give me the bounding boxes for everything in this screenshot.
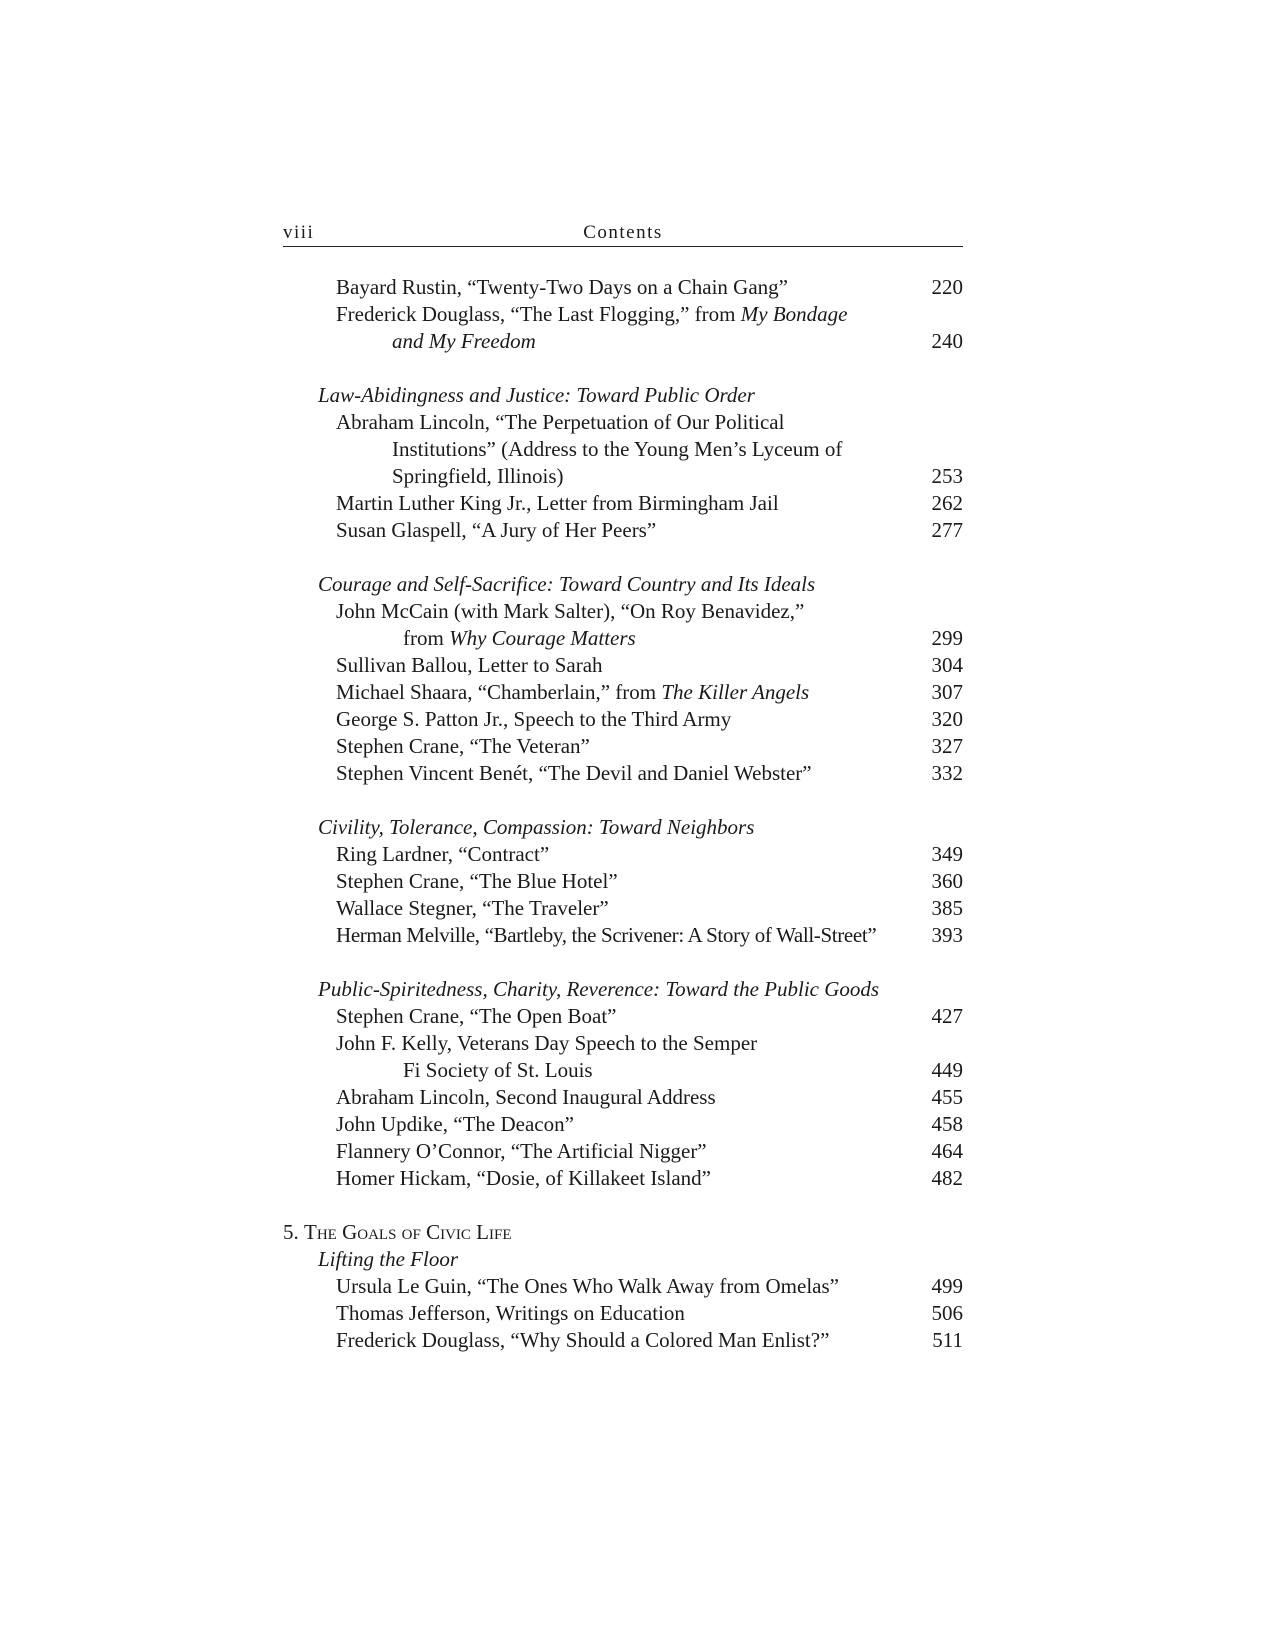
entry-title: Susan Glaspell, “A Jury of Her Peers” [336, 518, 657, 542]
entry-title: Abraham Lincoln, Second Inaugural Address [336, 1085, 716, 1109]
entry-page: 458 [931, 1112, 963, 1136]
toc-entry [283, 409, 963, 436]
toc-entry [283, 895, 963, 922]
toc-entry [283, 1327, 963, 1354]
toc-entry [283, 274, 963, 301]
entry-title: Bayard Rustin, “Twenty-Two Days on a Chain Gang” [336, 275, 788, 299]
entry-page: 299 [931, 626, 963, 650]
entry-page: 449 [931, 1058, 963, 1082]
entry-title: Frederick Douglass, “Why Should a Colored Man Enlist?” [336, 1328, 830, 1352]
part-heading [283, 1219, 963, 1246]
toc-entry-continuation [283, 328, 963, 355]
entry-page: 393 [931, 923, 963, 947]
entry-page: 332 [931, 761, 963, 785]
entry-title: Stephen Crane, “The Veteran” [336, 734, 590, 758]
entry-title: Fi Society of St. Louis [403, 1058, 593, 1082]
entry-title: Stephen Vincent Benét, “The Devil and Daniel Webster” [336, 761, 812, 785]
toc-entry [283, 490, 963, 517]
entry-title: Sullivan Ballou, Letter to Sarah [336, 653, 603, 677]
toc-entry [283, 841, 963, 868]
toc-entry [283, 1030, 963, 1057]
section-heading: Lifting the Floor [318, 1247, 459, 1271]
section-heading: Courage and Self-Sacrifice: Toward Country and Its Ideals [318, 572, 816, 596]
entry-title: Ursula Le Guin, “The Ones Who Walk Away from Omelas” [336, 1274, 839, 1298]
section-heading: Civility, Tolerance, Compassion: Toward Neighbors [318, 815, 755, 839]
toc-entry-continuation [283, 436, 963, 463]
entry-page: 511 [932, 1328, 963, 1352]
entry-page: 307 [931, 680, 963, 704]
entry-title: Stephen Crane, “The Blue Hotel” [336, 869, 618, 893]
entry-page: 464 [931, 1139, 963, 1163]
entry-page: 360 [931, 869, 963, 893]
entry-title-italic: Why Courage Matters [449, 626, 636, 650]
book-page [283, 218, 963, 1352]
toc-entry [283, 301, 963, 328]
entry-title: Stephen Crane, “The Open Boat” [336, 1004, 617, 1028]
section-heading: Public-Spiritedness, Charity, Reverence: Toward the Public Goods [318, 977, 880, 1001]
toc-entry [283, 1273, 963, 1300]
entry-page: 506 [931, 1301, 963, 1325]
entry-title: Flannery O’Connor, “The Artificial Nigger” [336, 1139, 707, 1163]
toc-entry [283, 922, 963, 949]
toc-entry [283, 706, 963, 733]
toc-entry [283, 652, 963, 679]
running-head-title: Contents [583, 222, 663, 243]
entry-title: Homer Hickam, “Dosie, of Killakeet Island” [336, 1166, 711, 1190]
toc-entry [283, 1111, 963, 1138]
entry-page: 304 [931, 653, 963, 677]
entry-page: 240 [931, 329, 963, 353]
entry-page: 262 [931, 491, 963, 515]
entry-title-italic: My Bondage [740, 302, 848, 326]
toc-entry [283, 1003, 963, 1030]
entry-page: 253 [931, 464, 963, 488]
toc-entry [283, 760, 963, 787]
toc-entry [283, 598, 963, 625]
part-number: 5. [283, 1220, 299, 1244]
toc-entry-continuation [283, 463, 963, 490]
entry-title: Thomas Jefferson, Writings on Education [336, 1301, 685, 1325]
toc-entry [283, 1165, 963, 1192]
toc-entry-continuation [283, 625, 963, 652]
entry-title: Wallace Stegner, “The Traveler” [336, 896, 609, 920]
entry-title: John McCain (with Mark Salter), “On Roy Benavidez,” [336, 599, 805, 623]
table-of-contents [283, 274, 963, 1354]
entry-title: Herman Melville, “Bartleby, the Scrivener: A Story of Wall-Street” [336, 923, 877, 947]
toc-entry [283, 517, 963, 544]
entry-page: 277 [931, 518, 963, 542]
entry-page: 499 [931, 1274, 963, 1298]
toc-entry-continuation [283, 1057, 963, 1084]
entry-title: George S. Patton Jr., Speech to the Third Army [336, 707, 732, 731]
entry-page: 455 [931, 1085, 963, 1109]
page-folio: viii [283, 222, 315, 243]
entry-page: 427 [931, 1004, 963, 1028]
entry-title-italic: The Killer Angels [661, 680, 810, 704]
toc-entry [283, 679, 963, 706]
toc-entry [283, 1084, 963, 1111]
entry-title: from [403, 626, 450, 650]
entry-title: Michael Shaara, “Chamberlain,” from [336, 680, 662, 704]
entry-page: 320 [931, 707, 963, 731]
part-title: The Goals of Civic Life [304, 1220, 512, 1244]
toc-entry [283, 1138, 963, 1165]
entry-page: 327 [931, 734, 963, 758]
entry-title: Martin Luther King Jr., Letter from Birmingham Jail [336, 491, 779, 515]
section-heading: Law-Abidingness and Justice: Toward Public Order [318, 383, 755, 407]
entry-page: 220 [931, 275, 963, 299]
entry-title: Springfield, Illinois) [392, 464, 564, 488]
entry-page: 385 [931, 896, 963, 920]
toc-entry [283, 1300, 963, 1327]
entry-page: 349 [931, 842, 963, 866]
entry-title: Ring Lardner, “Contract” [336, 842, 550, 866]
running-head [283, 218, 963, 247]
entry-title: John Updike, “The Deacon” [336, 1112, 574, 1136]
entry-title: Abraham Lincoln, “The Perpetuation of Our Political [336, 410, 785, 434]
entry-title: Frederick Douglass, “The Last Flogging,” from [336, 302, 741, 326]
toc-entry [283, 733, 963, 760]
entry-title: John F. Kelly, Veterans Day Speech to the Semper [336, 1031, 758, 1055]
entry-title: Institutions” (Address to the Young Men’s Lyceum of [392, 437, 843, 461]
toc-entry [283, 868, 963, 895]
entry-page: 482 [931, 1166, 963, 1190]
entry-title-italic: and My Freedom [392, 329, 536, 353]
